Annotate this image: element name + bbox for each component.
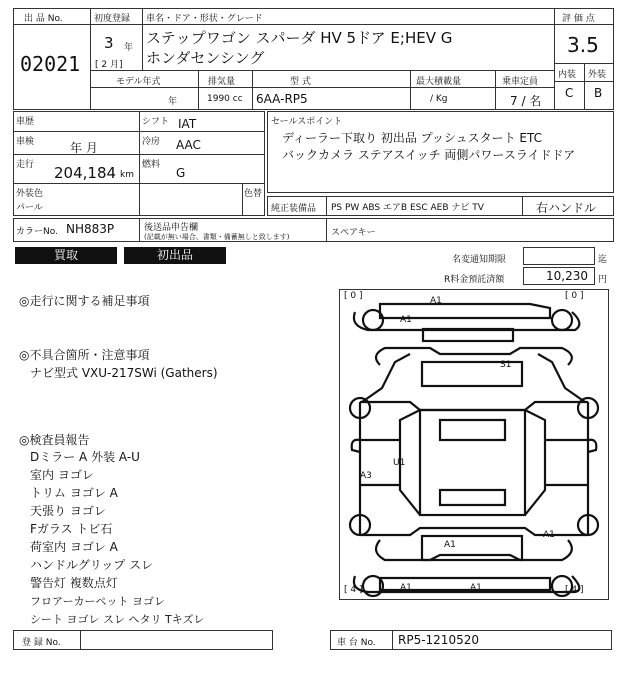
first-reg-year: 3 xyxy=(104,34,114,52)
lot-label: 出 品 No. xyxy=(24,14,63,24)
car-name-label: 車名・ドア・形状・グレード xyxy=(146,14,263,24)
interior-label: 内装 xyxy=(558,70,577,80)
capacity-label: 乗車定員 xyxy=(502,77,539,87)
damage-mark: S1 xyxy=(500,360,512,370)
sales-point-1: ディーラー下取り 初出品 プッシュスタート ETC xyxy=(282,131,542,145)
ext-color-value: パール xyxy=(16,203,43,213)
ac-label: 冷房 xyxy=(142,137,161,147)
fuel-value: G xyxy=(176,166,186,180)
car-diagram xyxy=(339,289,609,600)
color-no-label: カラーNo. xyxy=(16,227,58,237)
inspector-line: トリム ヨゴレ A xyxy=(30,486,118,500)
inspector-line: Dミラー A 外装 A-U xyxy=(30,450,140,464)
inspector-line: 荷室内 ヨゴレ A xyxy=(30,540,118,554)
type-label: 型 式 xyxy=(290,77,311,87)
recycle-value: 10,230 xyxy=(546,269,588,283)
damage-mark: A1 xyxy=(444,540,456,550)
car-name-line1: ステップワゴン スパーダ HV 5ドア E;HEV G xyxy=(146,29,453,47)
inspector-line: 天張り ヨゴレ xyxy=(30,504,106,518)
defect-heading: ◎不具合箇所・注意事項 xyxy=(19,348,150,362)
mileage-label: 走行 xyxy=(16,160,35,170)
damage-mark: A1 xyxy=(400,583,412,593)
mileage-value: 204,184 xyxy=(54,164,117,182)
first-reg-month: [ 2 月] xyxy=(95,60,123,70)
registration-label: 登 録 No. xyxy=(22,638,61,648)
fuel-label: 燃料 xyxy=(142,160,161,170)
first-reg-label: 初度登録 xyxy=(94,14,131,24)
corner-bottom-left: [ 4 ] xyxy=(344,585,363,595)
inspector-heading: ◎検査員報告 xyxy=(19,433,90,447)
name-change-label: 名変通知期限 xyxy=(452,255,507,265)
model-year-label: モデル年式 xyxy=(116,77,161,87)
tag-first-listing: 初出品 xyxy=(124,247,226,264)
exterior-label: 外装 xyxy=(588,70,607,80)
shift-value: IAT xyxy=(178,117,197,131)
damage-mark: A1 xyxy=(430,296,442,306)
max-load-label: 最大積載量 xyxy=(416,77,462,87)
damage-mark: A3 xyxy=(360,471,372,481)
post-report-note: (記載が無い場合、書類・備蓄無しと致します) xyxy=(144,233,290,241)
inspector-line: シート ヨゴレ スレ ヘタリ Tキズレ xyxy=(30,613,205,626)
corner-top-right: [ 0 ] xyxy=(565,291,584,301)
driving-notes-heading: ◎走行に関する補足事項 xyxy=(19,294,150,308)
inspector-line: 室内 ヨゴレ xyxy=(30,468,94,482)
recycle-unit: 円 xyxy=(598,275,608,285)
shift-label: シフト xyxy=(142,117,170,127)
post-report-label: 後送品申告欄 xyxy=(144,223,199,233)
sales-point-label: セールスポイント xyxy=(271,117,343,127)
car-outline xyxy=(340,290,608,599)
score-value: 3.5 xyxy=(567,33,599,57)
inspector-line: 警告灯 複数点灯 xyxy=(30,576,118,590)
handle-value: 右ハンドル xyxy=(536,201,597,215)
car-name-line2: ホンダセンシング xyxy=(146,49,265,67)
interior-grade: C xyxy=(565,86,574,100)
inspector-line: Fガラス トビ石 xyxy=(30,522,113,536)
mileage-unit: km xyxy=(120,170,134,180)
capacity-value: 7 / 名 xyxy=(510,94,542,108)
chassis-value: RP5-1210520 xyxy=(398,633,479,647)
ext-color-label: 外装色 xyxy=(16,189,44,199)
exterior-grade: B xyxy=(594,86,603,100)
displacement-label: 排気量 xyxy=(208,77,236,87)
defect-line: ナビ型式 VXU-217SWi (Gathers) xyxy=(30,366,218,380)
name-change-unit: 迄 xyxy=(598,255,608,265)
damage-mark: A1 xyxy=(470,583,482,593)
max-load-value: / Kg xyxy=(430,94,448,104)
lot-number: 02021 xyxy=(20,52,81,76)
color-change-label: 色替 xyxy=(244,189,263,199)
model-year-unit: 年 xyxy=(168,97,178,107)
post-report-value: スペアキー xyxy=(331,228,376,238)
chassis-label: 車 台 No. xyxy=(337,638,376,648)
inspection-value: 年 月 xyxy=(70,141,98,155)
score-label: 評 価 点 xyxy=(562,14,595,24)
corner-bottom-right: [ 4 ] xyxy=(565,585,584,595)
type-value: 6AA-RP5 xyxy=(256,92,308,106)
ac-value: AAC xyxy=(176,138,201,152)
std-equip-value: PS PW ABS エアB ESC AEB ナビ TV xyxy=(331,203,484,213)
inspection-label: 車検 xyxy=(16,137,35,147)
displacement-value: 1990 cc xyxy=(207,94,243,104)
sales-point-2: バックカメラ ステアスイッチ 両側パワースライドドア xyxy=(282,148,576,162)
color-no-value: NH883P xyxy=(66,222,115,236)
first-reg-year-unit: 年 xyxy=(124,43,134,53)
damage-mark: U1 xyxy=(393,458,406,468)
inspector-line: ハンドルグリップ スレ xyxy=(30,558,154,572)
std-equip-label: 純正装備品 xyxy=(271,204,317,214)
damage-mark: A1 xyxy=(400,315,412,325)
history-label: 車歴 xyxy=(16,117,35,127)
damage-mark: A1 xyxy=(543,530,555,540)
recycle-label: R料金預託済額 xyxy=(444,275,505,285)
inspector-line: フロアーカーペット ヨゴレ xyxy=(30,595,165,608)
corner-top-left: [ 0 ] xyxy=(344,291,363,301)
tag-purchase: 買取 xyxy=(15,247,117,264)
name-change-box xyxy=(523,247,595,265)
